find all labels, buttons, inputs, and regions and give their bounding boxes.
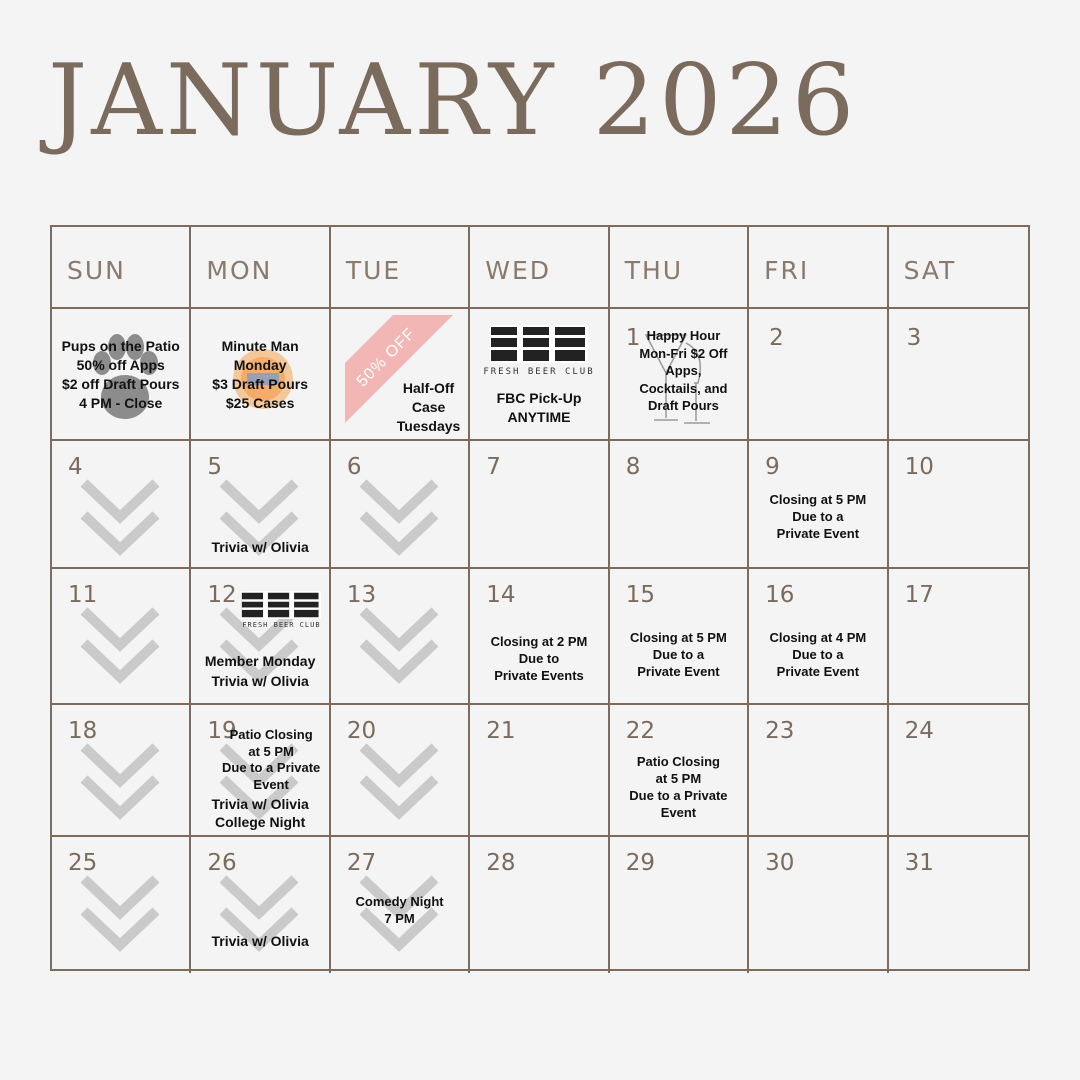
- day-cell-6: [331, 441, 470, 569]
- event-line: Patio Closing: [229, 727, 313, 742]
- day-number: 11: [68, 582, 98, 608]
- event-line: Trivia w/ Olivia: [211, 933, 309, 949]
- event-line: Private Event: [776, 664, 860, 679]
- day-number: 29: [625, 850, 655, 876]
- event-line: Tuesdays: [396, 418, 461, 434]
- day-number: 10: [904, 454, 934, 480]
- event-line: Closing at 2 PM: [490, 634, 588, 649]
- event-line: Due to a: [792, 647, 844, 662]
- chevron-down-icon: [357, 739, 441, 823]
- day-number: 28: [486, 850, 516, 876]
- event-line: Trivia w/ Olivia: [211, 796, 309, 812]
- day-header-wed: WED: [470, 227, 609, 309]
- day-number: 27: [346, 850, 377, 876]
- day-cell-mon-w1: [191, 309, 330, 441]
- day-number: 8: [625, 454, 641, 480]
- day-number: 31: [904, 850, 934, 876]
- day-number: 2: [769, 325, 784, 351]
- event-line: $2 off Draft Pours: [61, 376, 180, 392]
- day-cell-31: [889, 837, 1028, 973]
- day-cell-11: [52, 569, 191, 705]
- event-line: Due to a Private: [629, 788, 728, 803]
- event-line: 7 PM: [384, 911, 415, 926]
- day-number: 7: [486, 454, 501, 480]
- day-cell-16: [749, 569, 888, 705]
- day-number: 16: [765, 582, 795, 608]
- day-number: 18: [68, 718, 98, 744]
- day-cell-thu-w1: [610, 309, 749, 441]
- day-cell-7: [470, 441, 609, 569]
- chevron-down-icon: [78, 871, 162, 955]
- event-line: Due to a: [652, 647, 705, 662]
- day-cell-30: [749, 837, 888, 973]
- chevron-down-icon: [78, 475, 162, 559]
- day-cell-19: [191, 705, 330, 837]
- day-cell-26: [191, 837, 330, 973]
- event-line: Private Event: [637, 664, 720, 679]
- event-line: 50% off Apps: [76, 357, 165, 373]
- event-line: Pups on the Patio: [61, 338, 180, 354]
- day-cell-18: [52, 705, 191, 837]
- chevron-down-icon: [357, 603, 441, 687]
- event-line: Comedy Night: [355, 894, 444, 909]
- day-number: 9: [765, 454, 780, 480]
- day-cell-21: [470, 705, 609, 837]
- fbc-logo-text: FRESH BEER CLUB: [483, 367, 595, 377]
- day-cell-12: [191, 569, 330, 705]
- event-line: Half-Off: [402, 380, 455, 396]
- day-number: 19: [207, 718, 237, 744]
- day-cell-tue-w1: [331, 309, 470, 441]
- day-cell-10: [889, 441, 1028, 569]
- day-cell-23: [749, 705, 888, 837]
- day-cell-15: [610, 569, 749, 705]
- day-number: 4: [68, 454, 83, 480]
- day-number: 15: [625, 582, 655, 608]
- day-cell-20: [331, 705, 470, 837]
- day-cell-25: [52, 837, 191, 973]
- event-line: Closing at 4 PM: [769, 630, 867, 645]
- event-line: Monday: [233, 357, 287, 373]
- day-header-sun: SUN: [52, 227, 191, 309]
- event-line: Cocktails, and: [639, 380, 728, 396]
- day-number: 3: [906, 325, 922, 351]
- day-number: 22: [625, 718, 655, 744]
- event-line: Patio Closing: [636, 754, 720, 769]
- event-line: ANYTIME: [507, 409, 571, 425]
- chevron-down-icon: [78, 603, 162, 687]
- day-number: 26: [207, 850, 237, 876]
- day-cell-4: [52, 441, 191, 569]
- event-line: Event: [660, 805, 697, 820]
- day-cell-29: [610, 837, 749, 973]
- day-cell-8: [610, 441, 749, 569]
- event-line: Private Events: [494, 668, 584, 683]
- day-number: 30: [765, 850, 795, 876]
- day-header-thu: THU: [610, 227, 749, 309]
- chevron-down-icon: [78, 739, 162, 823]
- event-line: Event: [253, 776, 289, 792]
- page-title: JANUARY 2026: [48, 44, 859, 158]
- day-number: 13: [346, 582, 377, 608]
- day-cell-17: [889, 569, 1028, 705]
- event-line: Happy Hour: [646, 328, 721, 343]
- day-number: 20: [346, 718, 377, 744]
- fbc-logo: [490, 325, 588, 365]
- event-line: at 5 PM: [248, 743, 294, 759]
- day-number: 17: [904, 582, 934, 608]
- event-line: Due to a: [792, 509, 844, 524]
- day-cell-9: [749, 441, 888, 569]
- fbc-logo: [241, 591, 321, 619]
- event-line: at 5 PM: [655, 771, 702, 786]
- day-cell-24: [889, 705, 1028, 837]
- day-cell-wed-w1: [470, 309, 609, 441]
- day-number: 1: [625, 325, 641, 351]
- event-line: FBC Pick-Up: [496, 390, 582, 406]
- day-number: 24: [904, 718, 934, 744]
- day-header-mon: MON: [191, 227, 330, 309]
- day-header-fri: FRI: [749, 227, 888, 309]
- day-cell-28: [470, 837, 609, 973]
- event-line: Apps,: [665, 363, 702, 378]
- day-header-tue: TUE: [331, 227, 470, 309]
- event-line: Member Monday: [204, 653, 316, 669]
- event-line: Trivia w/ Olivia: [211, 673, 309, 689]
- event-line: Private Event: [776, 526, 860, 541]
- day-cell-22: [610, 705, 749, 837]
- event-line: 4 PM - Close: [79, 395, 163, 411]
- event-line: Closing at 5 PM: [769, 492, 867, 507]
- event-line: Trivia w/ Olivia: [211, 539, 309, 555]
- day-cell-27: [331, 837, 470, 973]
- day-number: 21: [486, 718, 516, 744]
- fbc-logo-text: FRESH BEER CLUB: [242, 621, 321, 629]
- event-line: Mon-Fri $2 Off: [639, 345, 728, 361]
- event-line: College Night: [215, 814, 306, 830]
- day-cell-14: [470, 569, 609, 705]
- day-cell-sun-w1: [52, 309, 191, 441]
- day-cell-5: [191, 441, 330, 569]
- day-number: 14: [486, 582, 516, 608]
- day-number: 12: [207, 582, 237, 608]
- day-cell-13: [331, 569, 470, 705]
- chevron-down-icon: [357, 475, 441, 559]
- day-number: 23: [765, 718, 795, 744]
- day-number: 25: [68, 850, 98, 876]
- day-cell-sat-w1: [889, 309, 1028, 441]
- event-line: Case: [411, 399, 446, 415]
- day-cell-fri-w1: [749, 309, 888, 441]
- calendar-grid: [50, 225, 1030, 971]
- event-line: Due to: [518, 651, 560, 666]
- event-line: $3 Draft Pours: [212, 376, 308, 392]
- event-line: Minute Man: [221, 338, 299, 354]
- day-number: 6: [346, 454, 362, 480]
- sale-badge-text: 50% OFF: [353, 324, 419, 391]
- day-header-sat: SAT: [889, 227, 1028, 309]
- event-line: Closing at 5 PM: [630, 630, 727, 645]
- event-line: $25 Cases: [225, 395, 295, 411]
- day-number: 5: [207, 454, 223, 480]
- event-line: Due to a Private: [222, 760, 321, 775]
- event-line: Draft Pours: [648, 398, 719, 413]
